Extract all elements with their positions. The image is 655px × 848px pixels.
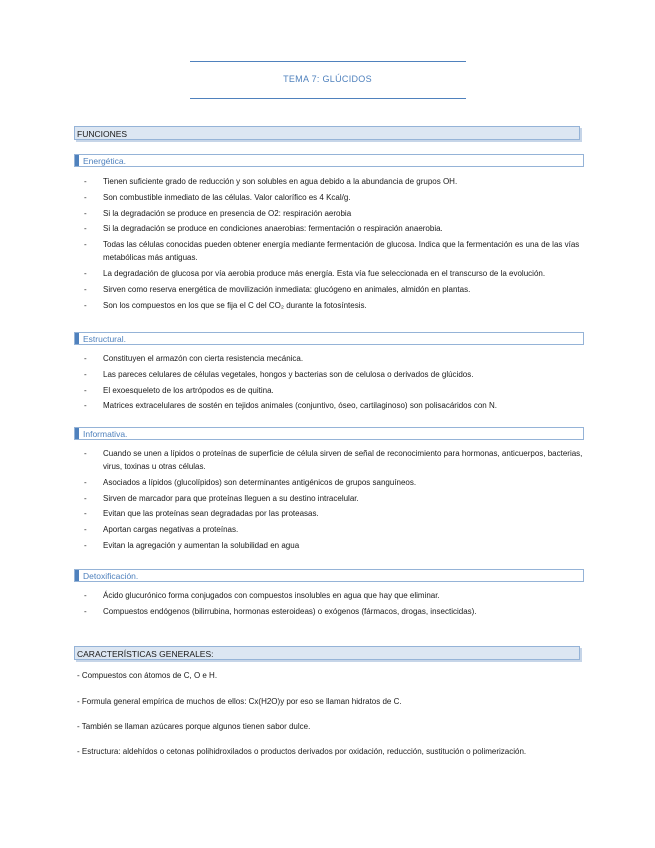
list-item: - Aportan cargas negativas a proteínas. — [84, 523, 584, 536]
list-item: - Son combustible inmediato de las células. Valor calorífico es 4 Kcal/g. — [84, 191, 584, 204]
energetica-list — [84, 175, 584, 314]
section-estructural-heading — [74, 332, 584, 345]
caracteristicas-heading: CARACTERÍSTICAS GENERALES: — [74, 646, 580, 660]
section-title: Detoxificación. — [83, 571, 139, 581]
section-title: Informativa. — [83, 429, 128, 439]
list-item: - El exoesqueleto de los artrópodos es de quitina. — [84, 384, 584, 397]
list-item: - Cuando se unen a lípidos o proteínas de superficie de célula sirven de señal de reconocimiento para hormonas, anticuerpos, bacterias, virus, toxinas u otras células. — [84, 447, 584, 473]
list-item: - Compuestos endógenos (bilirrubina, hormonas esteroideas) o exógenos (fármacos, drogas, insecticidas). — [84, 605, 584, 618]
list-item: - Sirven como reserva energética de movilización inmediata: glucógeno en animales, almidón en plantas. — [84, 283, 584, 296]
title-rule-top — [190, 61, 466, 62]
caracteristica-item: - Formula general empírica de muchos de ellos: Cx(H2O)y por eso se llaman hidratos de C. — [77, 697, 402, 706]
list-item: - Las pareces celulares de células vegetales, hongos y bacterias son de celulosa o derivados de glúcidos. — [84, 368, 584, 381]
page-title: TEMA 7: GLÚCIDOS — [283, 74, 372, 84]
list-item: - Ácido glucurónico forma conjugados con compuestos insolubles en agua que hay que eliminar. — [84, 589, 584, 602]
informativa-list — [84, 447, 584, 555]
list-item: - Matrices extracelulares de sostén en tejidos animales (conjuntivo, óseo, cartilaginoso) son polisacáridos con N. — [84, 399, 584, 412]
caracteristica-item: - Estructura: aldehídos o cetonas polihidroxilados o productos derivados por oxidación, reducción, sustitución o polimerización. — [77, 747, 527, 756]
detoxificacion-list — [84, 589, 584, 621]
list-item: - Tienen suficiente grado de reducción y son solubles en agua debido a la abundancia de grupos OH. — [84, 175, 584, 188]
section-marker — [75, 155, 79, 166]
list-item: - Si la degradación se produce en presencia de O2: respiración aerobia — [84, 207, 584, 220]
list-item: - Sirven de marcador para que proteínas lleguen a su destino intracelular. — [84, 492, 584, 505]
list-item: - Constituyen el armazón con cierta resistencia mecánica. — [84, 352, 584, 365]
caracteristica-item: - También se llaman azúcares porque algunos tienen sabor dulce. — [77, 722, 311, 731]
list-item: - Todas las células conocidas pueden obtener energía mediante fermentación de glucosa. Indica que la fermentación es una de las vías metabólicas más antiguas. — [84, 238, 584, 264]
section-energetica-heading — [74, 154, 584, 167]
list-item: - La degradación de glucosa por vía aerobia produce más energía. Esta vía fue seleccionada en el transcurso de la evolución. — [84, 267, 584, 280]
section-detoxificacion-heading — [74, 569, 584, 582]
section-title: Estructural. — [83, 334, 126, 344]
section-title: Energética. — [83, 156, 126, 166]
list-item: - Evitan que las proteínas sean degradadas por las proteasas. — [84, 507, 584, 520]
list-item: - Evitan la agregación y aumentan la solubilidad en agua — [84, 539, 584, 552]
list-item: - Asociados a lípidos (glucolípidos) son determinantes antigénicos de grupos sanguíneos. — [84, 476, 584, 489]
section-informativa-heading — [74, 427, 584, 440]
section-marker — [75, 428, 79, 439]
title-rule-bottom — [190, 98, 466, 99]
list-item: - Son los compuestos en los que se fija el C del CO₂ durante la fotosíntesis. — [84, 299, 584, 312]
section-marker — [75, 570, 79, 581]
estructural-list — [84, 352, 584, 415]
list-item: - Si la degradación se produce en condiciones anaerobias: fermentación o respiración anaerobia. — [84, 222, 584, 235]
caracteristica-item: - Compuestos con átomos de C, O e H. — [77, 671, 218, 680]
section-marker — [75, 333, 79, 344]
funciones-heading: FUNCIONES — [74, 126, 580, 140]
